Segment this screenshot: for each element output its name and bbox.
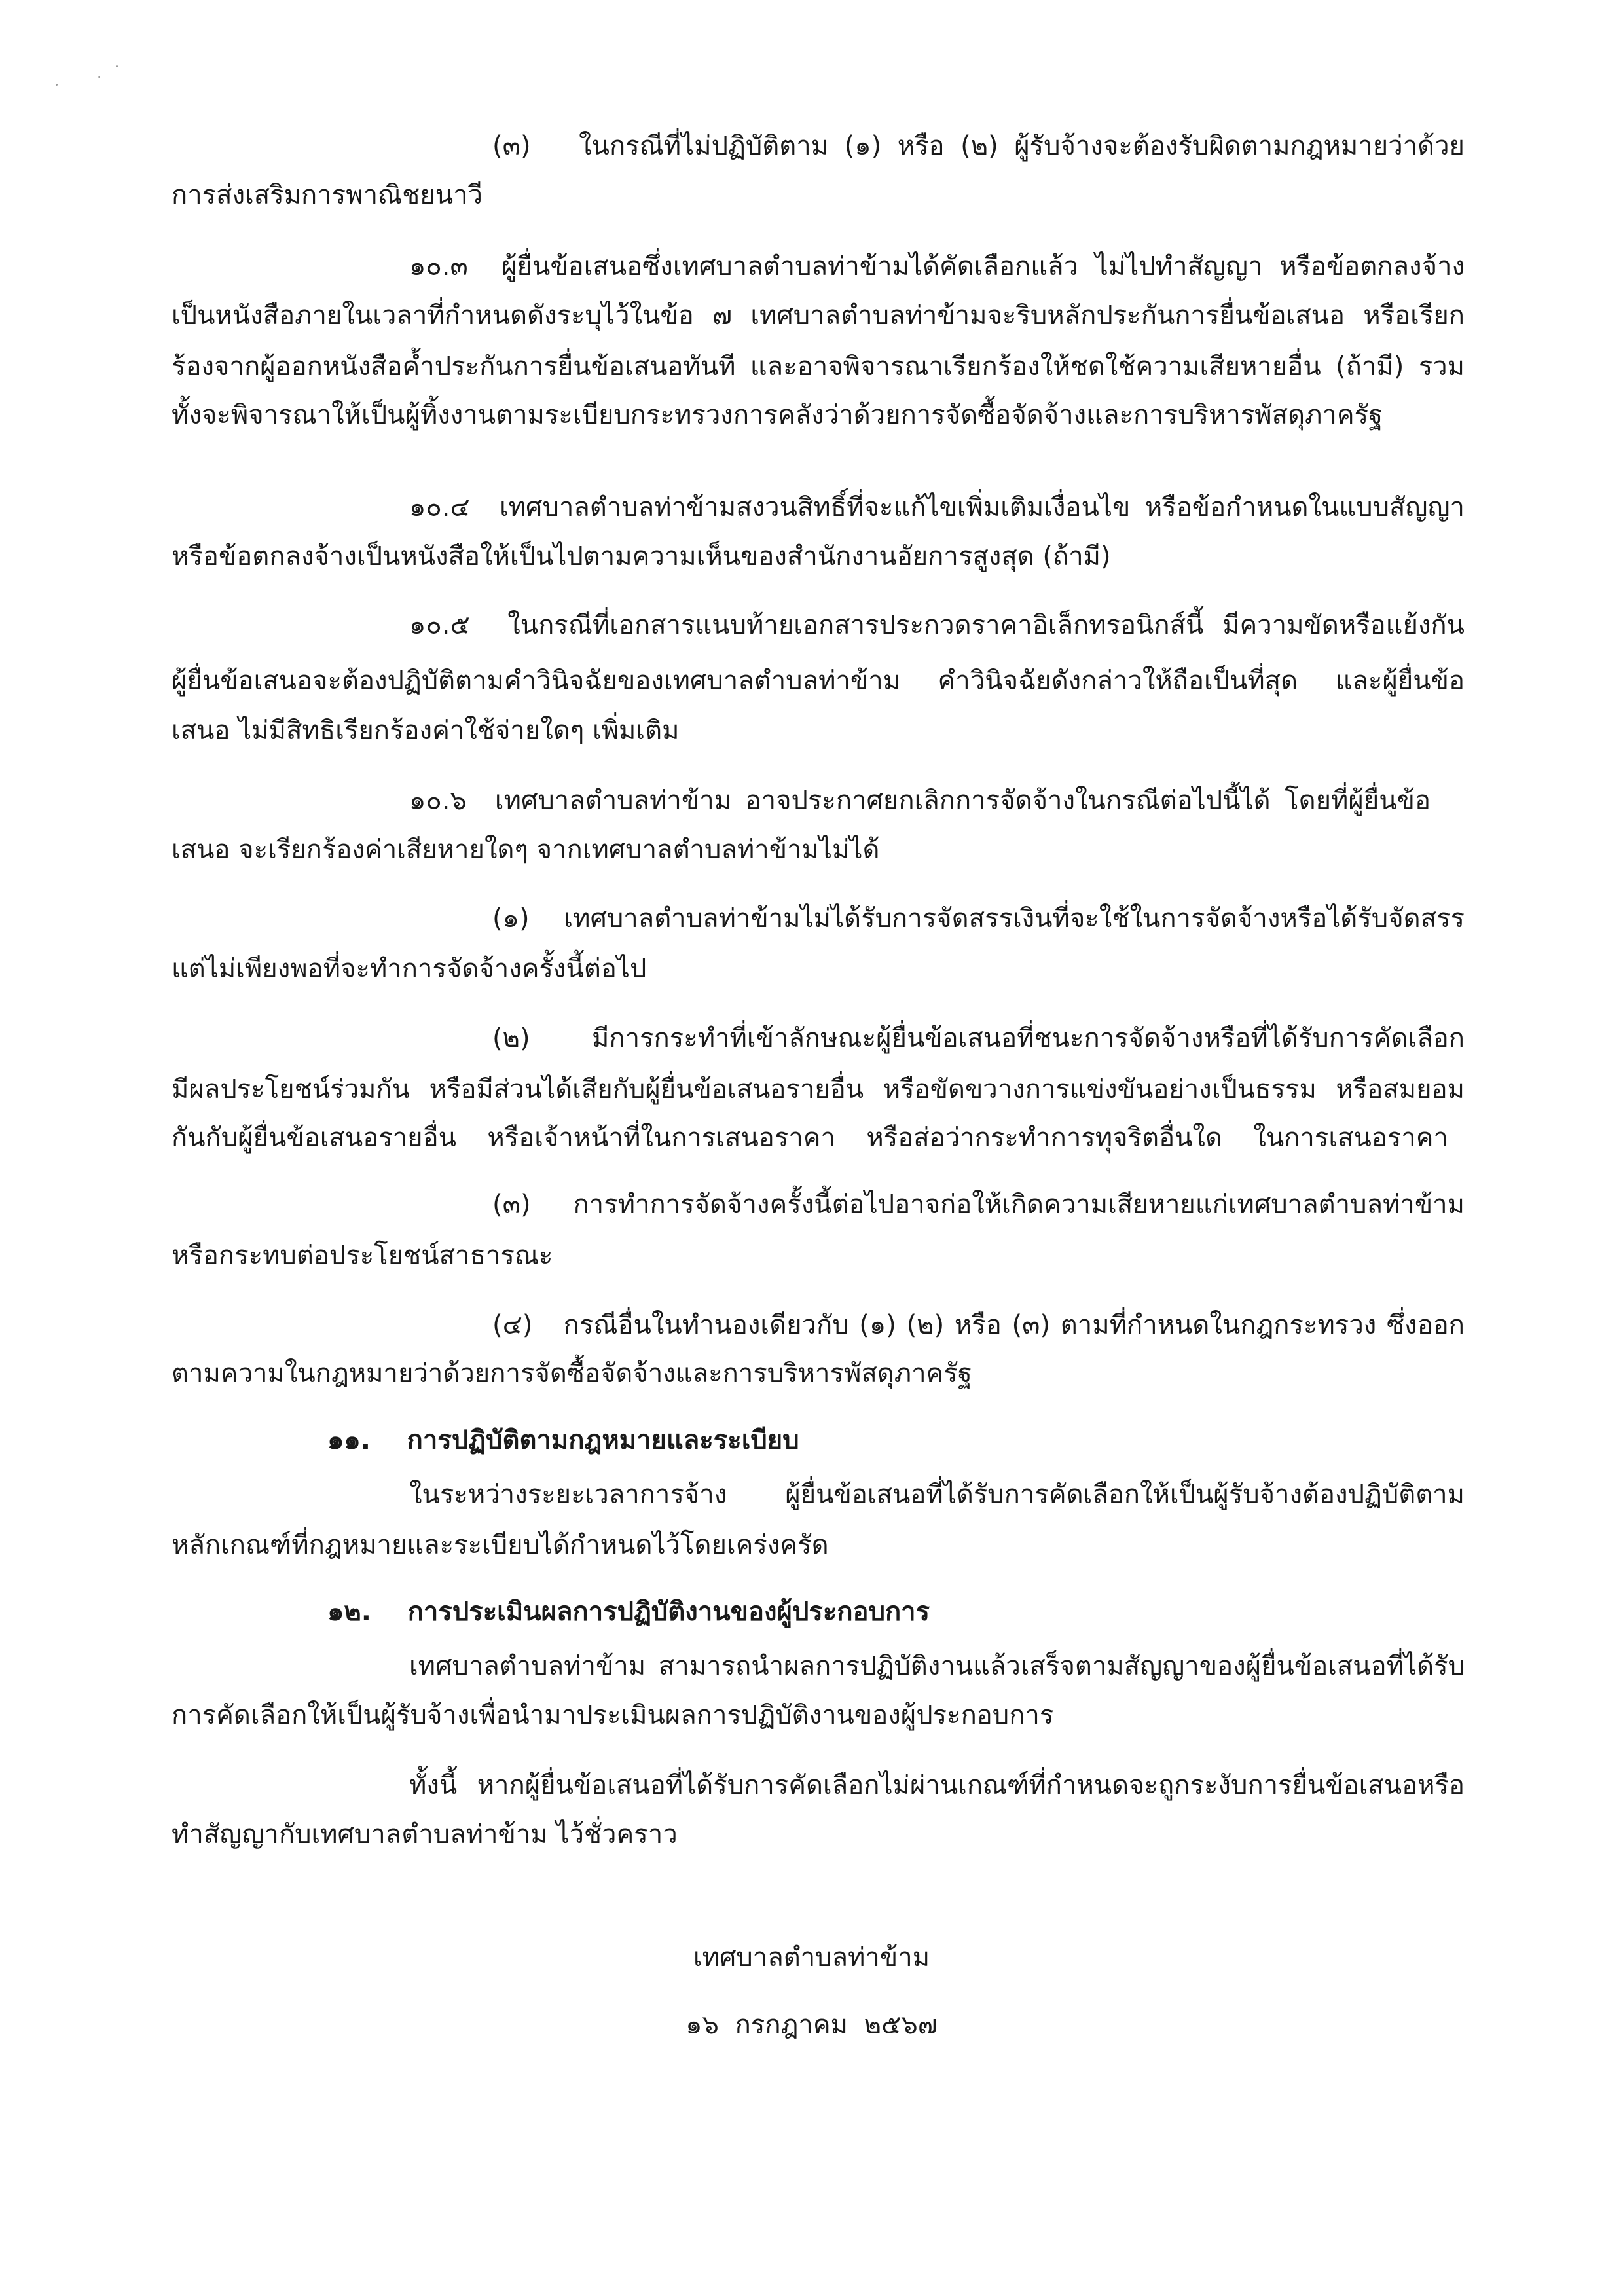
text-line: ตามความในกฎหมายว่าด้วยการจัดซื้อจัดจ้างและการบริหารพัสดุภาครัฐ — [172, 1358, 972, 1389]
text-line: กันกับผู้ยื่นข้อเสนอรายอื่น หรือเจ้าหน้าที่ในการเสนอราคา หรือส่อว่ากระทำการทุจริตอื่นใด ในการเสนอราคา — [172, 1123, 1448, 1153]
scan-speck — [116, 65, 118, 67]
text-line: ในระหว่างระยะเวลาการจ้าง ผู้ยื่นข้อเสนอที่ได้รับการคัดเลือกให้เป็นผู้รับจ้างต้องปฏิบัติตาม — [409, 1480, 1465, 1510]
text-line: ทั้งจะพิจารณาให้เป็นผู้ทิ้งงานตามระเบียบกระทรวงการคลังว่าด้วยการจัดซื้อจัดจ้างและการบริหารพัสดุภาครัฐ — [172, 400, 1383, 430]
text-line: (๓) ในกรณีที่ไม่ปฏิบัติตาม (๑) หรือ (๒) ผู้รับจ้างจะต้องรับผิดตามกฎหมายว่าด้วย — [492, 131, 1465, 161]
section-heading-12: ๑๒. การประเมินผลการปฏิบัติงานของผู้ประกอบการ — [327, 1597, 930, 1627]
text-line: เสนอ ไม่มีสิทธิเรียกร้องค่าใช้จ่ายใดๆ เพิ่มเติม — [172, 716, 680, 746]
text-line: การคัดเลือกให้เป็นผู้รับจ้างเพื่อนำมาประเมินผลการปฏิบัติงานของผู้ประกอบการ — [172, 1700, 1054, 1730]
text-line: หลักเกณฑ์ที่กฎหมายและระเบียบได้กำหนดไว้โดยเคร่งครัด — [172, 1530, 829, 1560]
clause-10-6: ๑๐.๖ เทศบาลตำบลท่าข้าม อาจประกาศยกเลิกการจัดจ้างในกรณีต่อไปนี้ได้ โดยที่ผู้ยื่นข้อ — [409, 786, 1431, 816]
item-2: (๒) มีการกระทำที่เข้าลักษณะผู้ยื่นข้อเสนอที่ชนะการจัดจ้างหรือที่ได้รับการคัดเลือก — [492, 1023, 1465, 1053]
clause-10-3: ๑๐.๓ ผู้ยื่นข้อเสนอซึ่งเทศบาลตำบลท่าข้ามได้คัดเลือกแล้ว ไม่ไปทำสัญญา หรือข้อตกลงจ้าง — [409, 251, 1465, 282]
item-4: (๔) กรณีอื่นในทำนองเดียวกับ (๑) (๒) หรือ (๓) ตามที่กำหนดในกฎกระทรวง ซึ่งออก — [492, 1310, 1465, 1340]
text-line: ร้องจากผู้ออกหนังสือค้ำประกันการยื่นข้อเสนอทันที และอาจพิจารณาเรียกร้องให้ชดใช้ความเสียหายอื่น (ถ้ามี) รวม — [172, 352, 1465, 382]
item-1: (๑) เทศบาลตำบลท่าข้ามไม่ได้รับการจัดสรรเงินที่จะใช้ในการจัดจ้างหรือได้รับจัดสรร — [492, 903, 1465, 934]
signature-org: เทศบาลตำบลท่าข้าม — [693, 1942, 930, 1973]
text-line: เทศบาลตำบลท่าข้าม สามารถนำผลการปฏิบัติงานแล้วเสร็จตามสัญญาของผู้ยื่นข้อเสนอที่ได้รับ — [409, 1651, 1465, 1681]
text-line: ทั้งนี้ หากผู้ยื่นข้อเสนอที่ได้รับการคัดเลือกไม่ผ่านเกณฑ์ที่กำหนดจะถูกระงับการยื่นข้อเสนอหรือ — [409, 1770, 1465, 1800]
signature-date: ๑๖ กรกฎาคม ๒๕๖๗ — [685, 2010, 938, 2040]
text-line: ผู้ยื่นข้อเสนอจะต้องปฏิบัติตามคำวินิจฉัยของเทศบาลตำบลท่าข้าม คำวินิจฉัยดังกล่าวให้ถือเป็นที่สุด และผู้ยื่นข้อ — [172, 666, 1465, 696]
text-line: หรือข้อตกลงจ้างเป็นหนังสือให้เป็นไปตามความเห็นของสำนักงานอัยการสูงสุด (ถ้ามี) — [172, 541, 1111, 572]
text-line: เสนอ จะเรียกร้องค่าเสียหายใดๆ จากเทศบาลตำบลท่าข้ามไม่ได้ — [172, 835, 880, 865]
scan-speck — [56, 84, 58, 86]
section-heading-11: ๑๑. การปฏิบัติตามกฎหมายและระเบียบ — [327, 1425, 799, 1455]
scan-speck — [98, 76, 100, 78]
clause-10-4: ๑๐.๔ เทศบาลตำบลท่าข้ามสงวนสิทธิ์ที่จะแก้ไขเพิ่มเติมเงื่อนไข หรือข้อกำหนดในแบบสัญญา — [409, 492, 1465, 522]
item-3: (๓) การทำการจัดจ้างครั้งนี้ต่อไปอาจก่อให้เกิดความเสียหายแก่เทศบาลตำบลท่าข้าม — [492, 1190, 1465, 1220]
clause-10-5: ๑๐.๕ ในกรณีที่เอกสารแนบท้ายเอกสารประกวดราคาอิเล็กทรอนิกส์นี้ มีความขัดหรือแย้งกัน — [409, 610, 1465, 640]
text-line: หรือกระทบต่อประโยชน์สาธารณะ — [172, 1241, 553, 1271]
text-line: แต่ไม่เพียงพอที่จะทำการจัดจ้างครั้งนี้ต่อไป — [172, 954, 647, 984]
text-line: มีผลประโยชน์ร่วมกัน หรือมีส่วนได้เสียกับผู้ยื่นข้อเสนอรายอื่น หรือขัดขวางการแข่งขันอย่างเป็นธรรม หรือสมยอม — [172, 1074, 1465, 1104]
text-line: เป็นหนังสือภายในเวลาที่กำหนดดังระบุไว้ในข้อ ๗ เทศบาลตำบลท่าข้ามจะริบหลักประกันการยื่นข้อเสนอ หรือเรียก — [172, 301, 1465, 331]
text-line: การส่งเสริมการพาณิชยนาวี — [172, 180, 483, 210]
text-line: ทำสัญญากับเทศบาลตำบลท่าข้าม ไว้ชั่วคราว — [172, 1819, 678, 1850]
